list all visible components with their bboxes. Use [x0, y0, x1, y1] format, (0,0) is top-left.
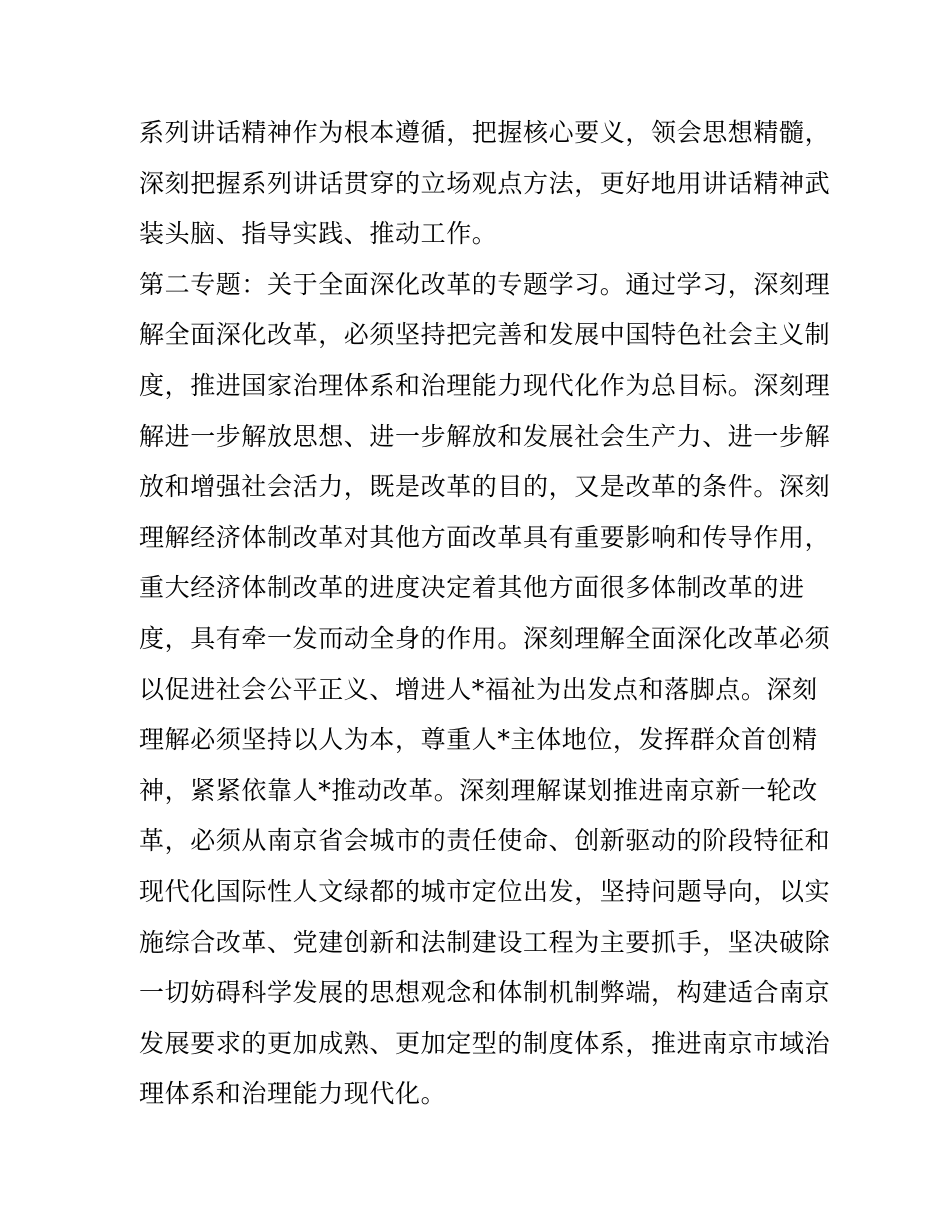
text-line-9: 理解经济体制改革对其他方面改革具有重要影响和传导作用，	[139, 522, 831, 552]
text-line-3: 装头脑、指导实践、推动工作。	[139, 219, 498, 249]
text-line-19: 发展要求的更加成熟、更加定型的制度体系，推进南京市域治	[139, 1028, 831, 1058]
text-line-17: 施综合改革、党建创新和法制建设工程为主要抓手，坚决破除	[139, 927, 831, 957]
text-line-20: 理体系和治理能力现代化。	[139, 1079, 447, 1109]
text-line-2: 深刻把握系列讲话贯穿的立场观点方法，更好地用讲话精神武	[139, 168, 831, 198]
text-line-11: 度，具有牵一发而动全身的作用。深刻理解全面深化改革必须	[139, 623, 831, 653]
text-line-1: 系列讲话精神作为根本遵循，把握核心要义，领会思想精髓，	[139, 118, 831, 147]
text-line-12: 以促进社会公平正义、增进人*福祉为出发点和落脚点。深刻	[139, 674, 818, 704]
text-line-18: 一切妨碍科学发展的思想观念和体制机制弊端，构建适合南京	[139, 978, 831, 1008]
body-text	[139, 108, 829, 1120]
text-line-16: 现代化国际性人文绿都的城市定位出发，坚持问题导向，以实	[139, 876, 831, 906]
text-line-6: 度，推进国家治理体系和治理能力现代化作为总目标。深刻理	[139, 370, 831, 400]
text-line-8: 放和增强社会活力，既是改革的目的，又是改革的条件。深刻	[139, 472, 831, 502]
text-line-13: 理解必须坚持以人为本，尊重人*主体地位，发挥群众首创精	[139, 725, 818, 755]
text-line-4: 第二专题：关于全面深化改革的专题学习。通过学习，深刻理	[139, 269, 831, 299]
text-line-14: 神，紧紧依靠人*推动改革。深刻理解谋划推进南京新一轮改	[139, 775, 818, 805]
text-line-15: 革，必须从南京省会城市的责任使命、创新驱动的阶段特征和	[139, 826, 831, 856]
text-line-7: 解进一步解放思想、进一步解放和发展社会生产力、进一步解	[139, 421, 831, 451]
text-line-5: 解全面深化改革，必须坚持把完善和发展中国特色社会主义制	[139, 320, 831, 350]
text-line-10: 重大经济体制改革的进度决定着其他方面很多体制改革的进	[139, 573, 805, 603]
